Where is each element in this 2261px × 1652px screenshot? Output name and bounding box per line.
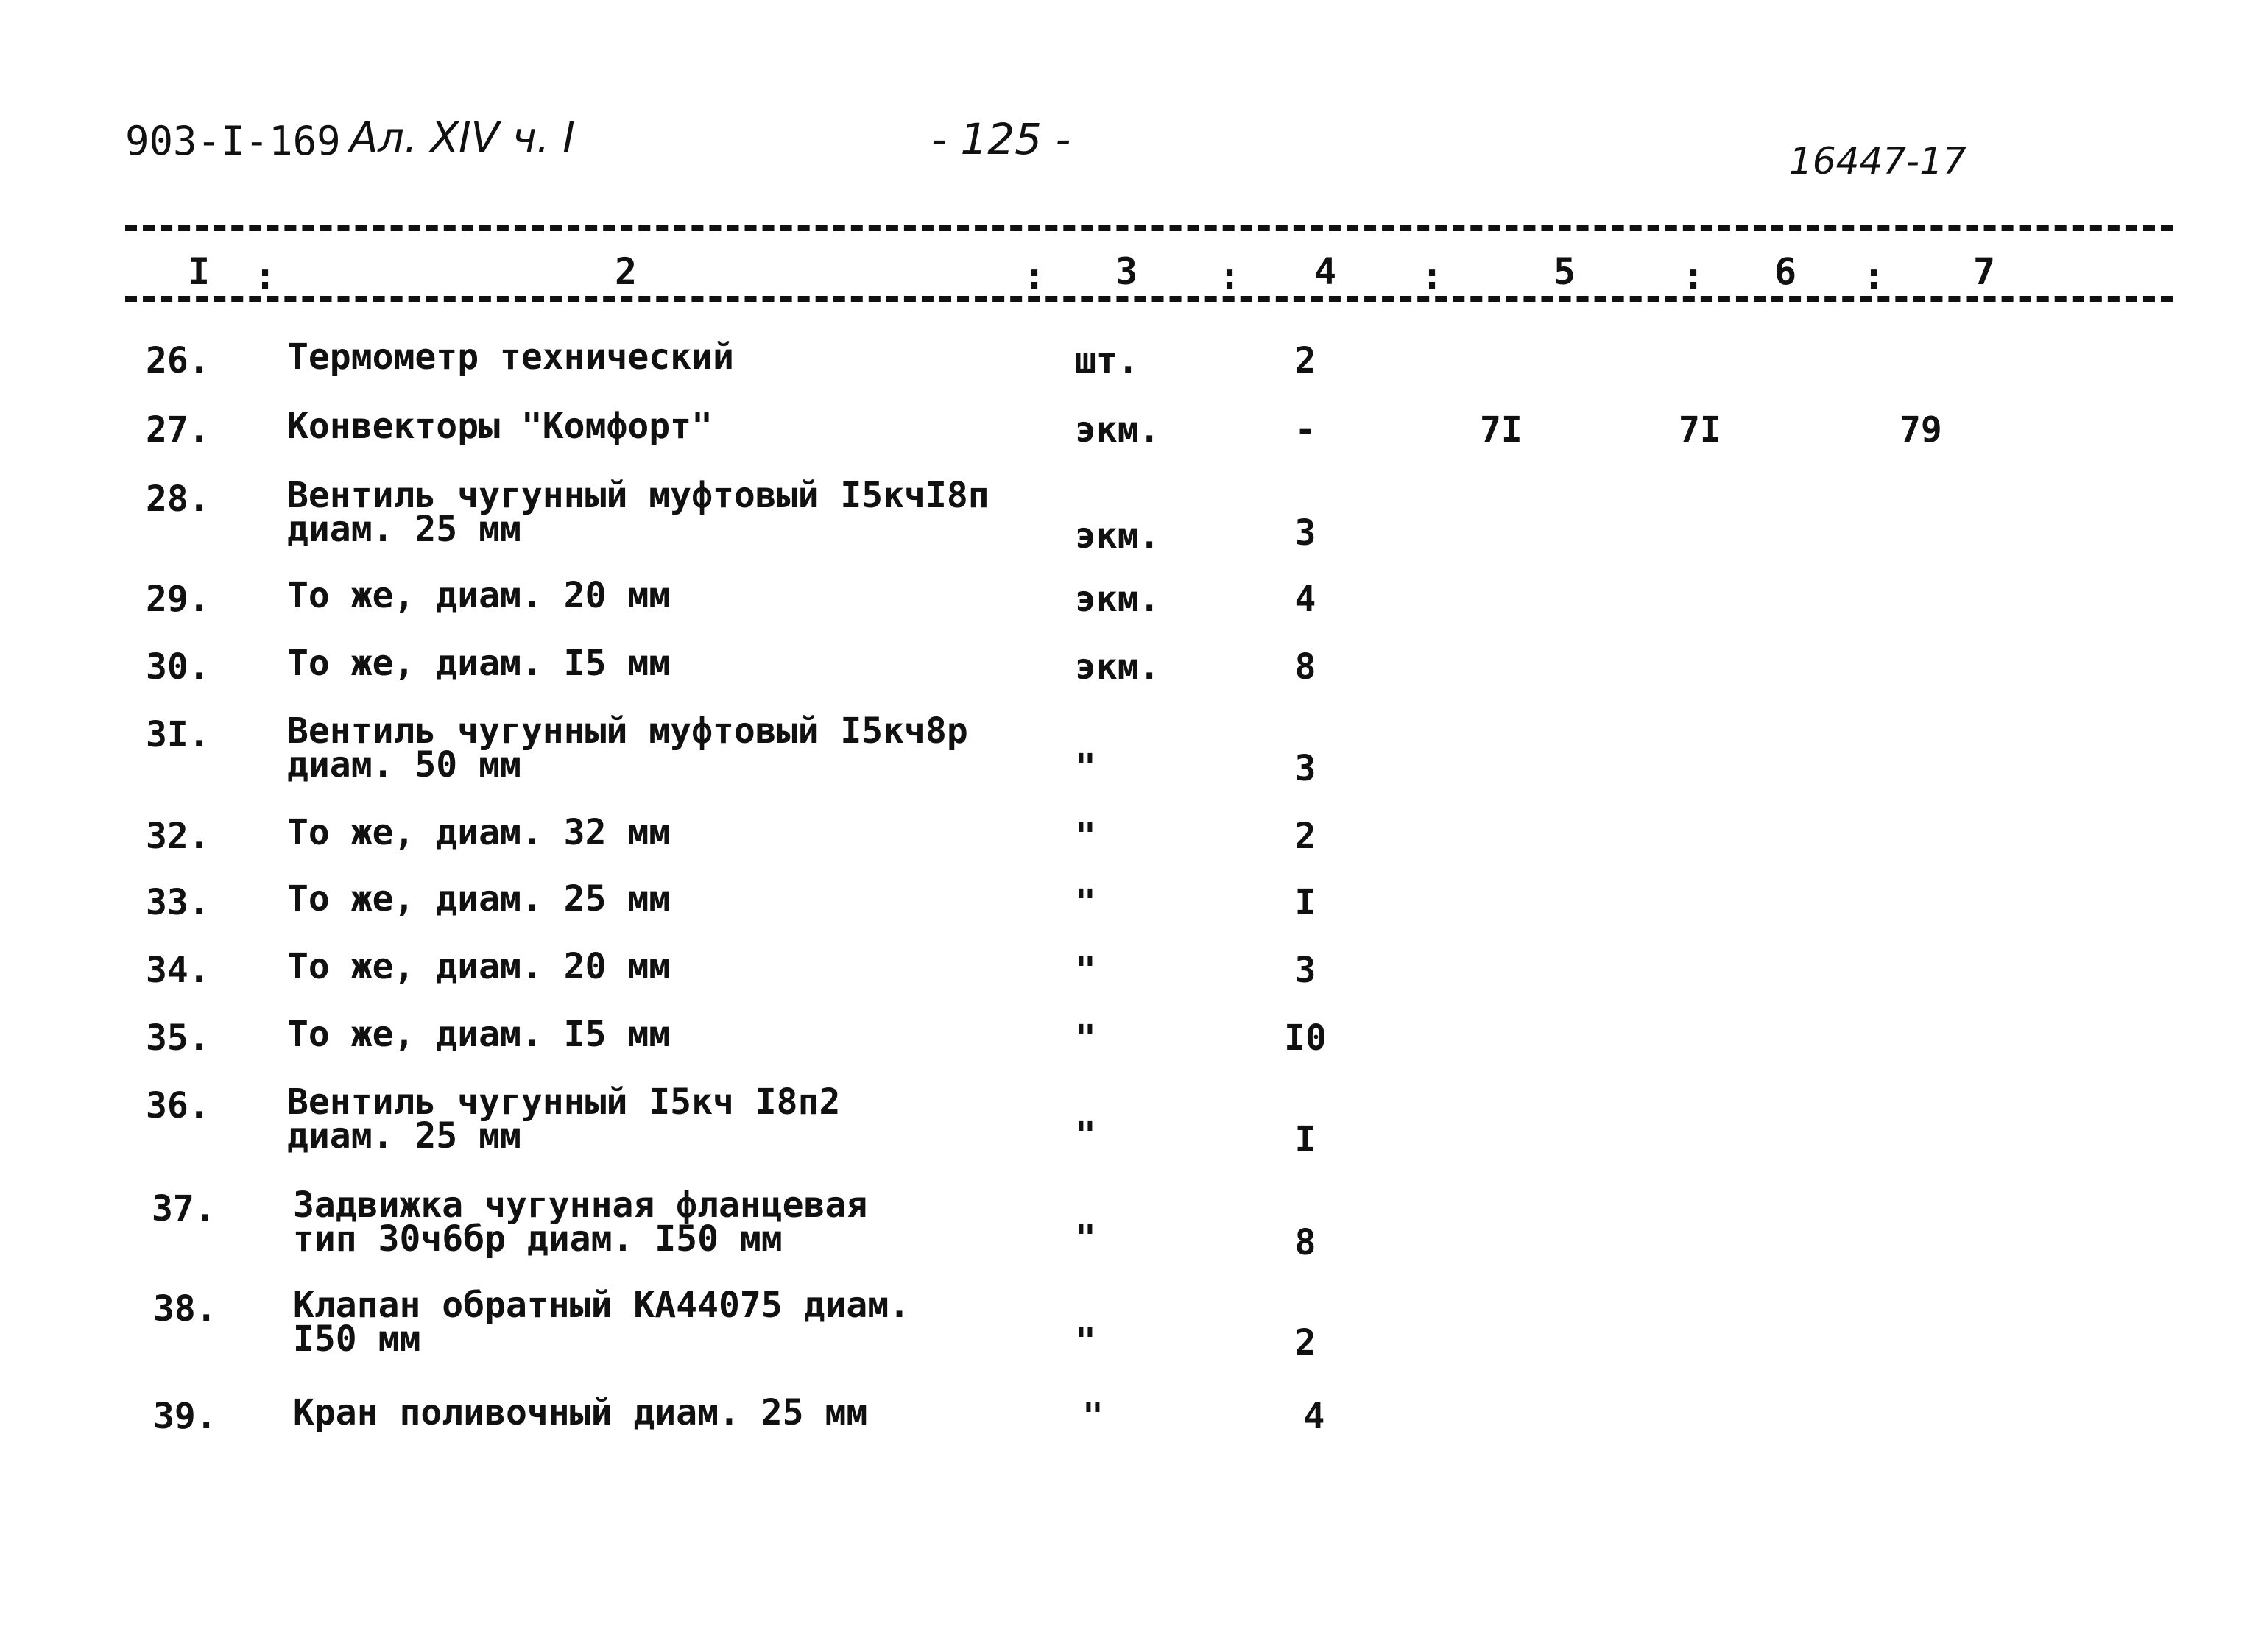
item-quantity: 2 (1294, 816, 1316, 857)
item-unit: экм. (1075, 409, 1160, 451)
item-unit: " (1075, 950, 1096, 991)
item-quantity: - (1294, 409, 1316, 451)
item-unit: " (1075, 1017, 1096, 1059)
column-header-2: 2 (615, 250, 638, 293)
item-quantity: 2 (1294, 1322, 1316, 1363)
item-name-line-2: диам. 25 мм (287, 1115, 521, 1157)
item-quantity: 4 (1294, 579, 1316, 620)
column-separator: : (254, 255, 277, 297)
item-name: Конвекторы "Комфорт" (287, 406, 713, 447)
doc-code: 903-I-169 (125, 118, 341, 164)
item-name-line-2: диам. 25 мм (287, 509, 521, 550)
item-quantity: 3 (1294, 950, 1316, 991)
column-header-4: 4 (1314, 250, 1337, 293)
item-name: Клапан обратный КА44075 диам. (293, 1285, 911, 1326)
item-name: Вентиль чугунный муфтовый I5кч8р (287, 710, 968, 752)
item-name: Термометр технический (287, 336, 734, 378)
item-quantity: 4 (1303, 1396, 1325, 1437)
item-unit: " (1075, 746, 1096, 788)
item-name: Кран поливочный диам. 25 мм (293, 1392, 868, 1433)
item-unit: " (1075, 1218, 1096, 1259)
item-unit: " (1075, 1321, 1096, 1362)
item-unit: экм. (1075, 646, 1160, 688)
item-quantity: 8 (1294, 646, 1316, 688)
item-name: То же, диам. 32 мм (287, 812, 671, 853)
item-unit: " (1075, 816, 1096, 857)
sheet-code: 16447-17 (1789, 140, 1967, 183)
row-number: 39. (153, 1396, 217, 1437)
column-header-1: I (188, 250, 211, 293)
row-number: 27. (146, 409, 210, 451)
column-separator: : (1682, 255, 1705, 297)
item-column-5: 7I (1480, 409, 1523, 451)
item-unit: экм. (1075, 515, 1160, 557)
column-header-7: 7 (1973, 250, 1996, 293)
item-quantity: I (1294, 1119, 1316, 1160)
item-name: Задвижка чугунная фланцевая (293, 1185, 868, 1226)
item-name-line-2: тип 30ч6бр диам. I50 мм (293, 1218, 783, 1260)
item-name: То же, диам. 25 мм (287, 878, 671, 919)
row-number: 35. (146, 1017, 210, 1059)
item-name-line-2: I50 мм (293, 1319, 421, 1360)
row-number: 29. (146, 579, 210, 620)
item-unit: " (1082, 1396, 1104, 1437)
item-column-7: 79 (1900, 409, 1942, 451)
row-number: 26. (146, 340, 210, 381)
column-header-3: 3 (1115, 250, 1138, 293)
item-name: Вентиль чугунный муфтовый I5кчI8п (287, 475, 990, 516)
item-quantity: 3 (1294, 748, 1316, 789)
column-header-5: 5 (1553, 250, 1576, 293)
item-quantity: 3 (1294, 512, 1316, 554)
item-name: То же, диам. I5 мм (287, 643, 671, 684)
row-number: 30. (146, 646, 210, 688)
column-separator: : (1421, 255, 1444, 297)
item-name: То же, диам. 20 мм (287, 575, 671, 616)
header-top-rule (125, 225, 2173, 231)
item-unit: экм. (1075, 579, 1160, 620)
item-name: Вентиль чугунный I5кч I8п2 (287, 1081, 841, 1123)
item-name-line-2: диам. 50 мм (287, 744, 521, 786)
item-quantity: I0 (1284, 1017, 1327, 1059)
item-column-6: 7I (1679, 409, 1721, 451)
row-number: 28. (146, 479, 210, 520)
row-number: 37. (152, 1188, 216, 1229)
row-number: 33. (146, 882, 210, 923)
column-separator: : (1218, 255, 1241, 297)
row-number: 36. (146, 1085, 210, 1126)
item-unit: " (1075, 882, 1096, 923)
row-number: 38. (153, 1288, 217, 1330)
item-quantity: 8 (1294, 1222, 1316, 1263)
row-number: 34. (146, 950, 210, 991)
row-number: 3I. (146, 714, 210, 755)
item-unit: " (1075, 1115, 1096, 1156)
item-name: То же, диам. 20 мм (287, 946, 671, 987)
item-quantity: I (1294, 882, 1316, 923)
row-number: 32. (146, 816, 210, 857)
item-unit: шт. (1075, 340, 1139, 381)
column-separator: : (1023, 255, 1046, 297)
column-separator: : (1863, 255, 1886, 297)
item-quantity: 2 (1294, 340, 1316, 381)
item-name: То же, диам. I5 мм (287, 1014, 671, 1055)
page-number: - 125 - (931, 114, 1071, 164)
column-header-6: 6 (1774, 250, 1797, 293)
album-reference: Ал. XIV ч. I (350, 114, 575, 162)
